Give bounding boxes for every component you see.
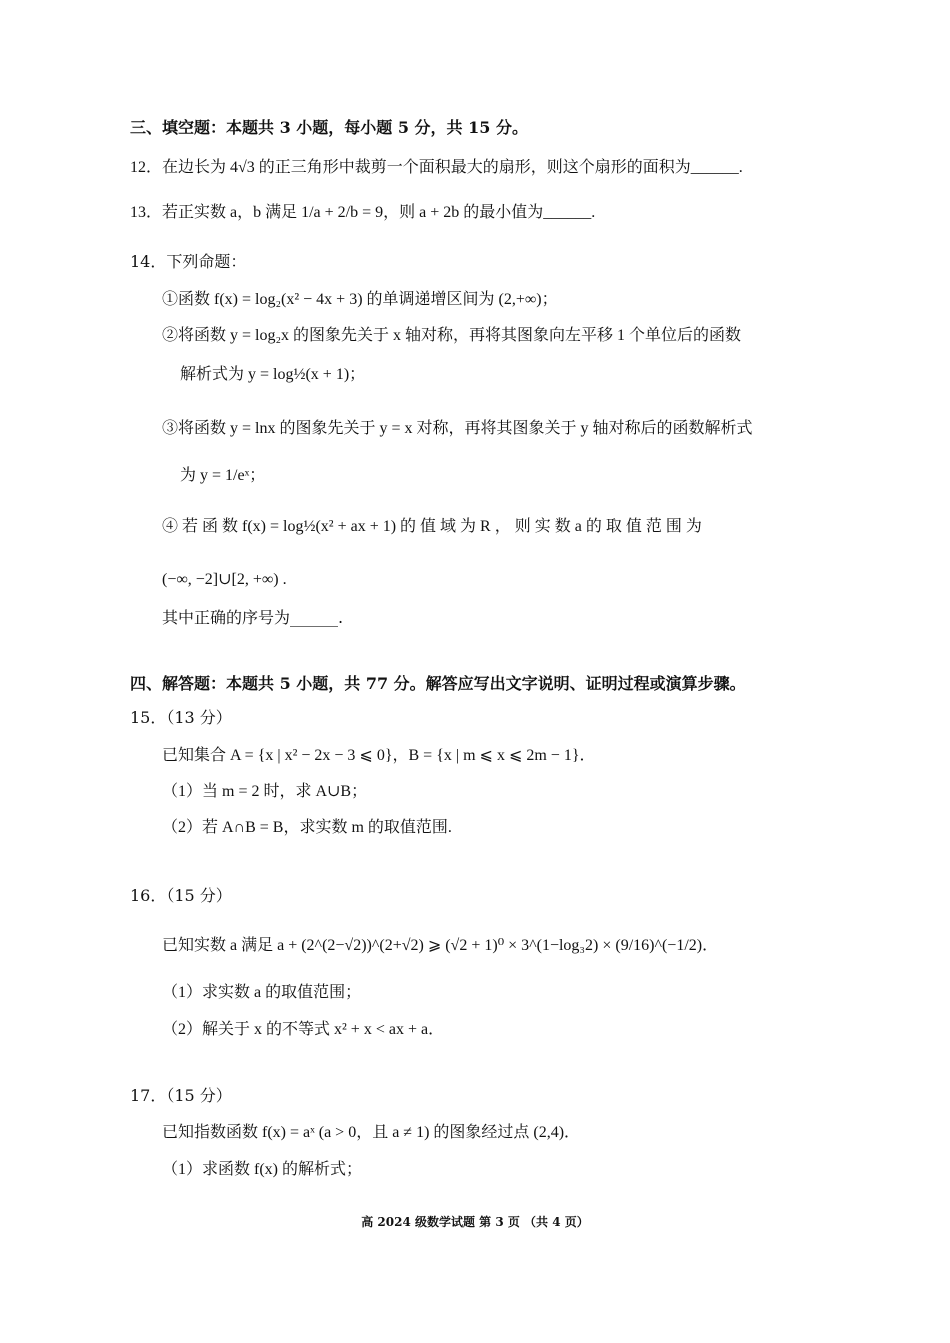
section-3-heading: 三、填空题：本题共 3 小题，每小题 5 分，共 15 分。 <box>130 118 528 137</box>
question-14-proposition-4-cont: (−∞, −2]∪[2, +∞) . <box>162 571 287 588</box>
section-4-heading: 四、解答题：本题共 5 小题，共 77 分。解答应写出文字说明、证明过程或演算步骤。 <box>130 674 746 693</box>
question-14-proposition-2-cont: 解析式为 y = log½(x + 1)； <box>180 366 366 383</box>
question-12: 12．在边长为 4√3 的正三角形中裁剪一个面积最大的扇形，则这个扇形的面积为______. <box>130 159 743 176</box>
question-13: 13．若正实数 a，b 满足 1/a + 2/b = 9，则 a + 2b 的最小值为______. <box>130 204 596 221</box>
question-15-part-1: （1）当 m = 2 时，求 A∪B； <box>162 783 368 800</box>
question-14-intro: 14．下列命题： <box>130 252 247 271</box>
question-15-part-2: （2）若 A∩B = B，求实数 m 的取值范围. <box>162 819 452 836</box>
question-14-proposition-3-cont: 为 y = 1/eˣ； <box>180 467 266 484</box>
question-15-stem: 已知集合 A = {x | x² − 2x − 3 ⩽ 0}，B = {x | m ⩽ x ⩽ 2m − 1}． <box>162 747 596 764</box>
question-17-stem: 已知指数函数 f(x) = aˣ (a > 0，且 a ≠ 1) 的图象经过点 (2,4)． <box>162 1124 581 1141</box>
question-16-part-2: （2）解关于 x 的不等式 x² + x < ax + a． <box>162 1021 445 1038</box>
question-14-proposition-1: ①函数 f(x) = log₂(x² − 4x + 3) 的单调递增区间为 (2,+∞)； <box>162 291 558 308</box>
question-16-title: 16．（15 分） <box>130 886 232 905</box>
question-15-title: 15．（13 分） <box>130 708 232 727</box>
page-footer: 高 2024 级数学试题 第 3 页 （共 4 页） <box>361 1215 589 1229</box>
question-14-answer: 其中正确的序号为______. <box>162 608 344 627</box>
question-14-proposition-2: ②将函数 y = log₂x 的图象先关于 x 轴对称，再将其图象向左平移 1 个单位后的函数 <box>162 327 742 344</box>
question-16-stem: 已知实数 a 满足 a + (2^(2−√2))^(2+√2) ⩾ (√2 + 1)⁰ × 3^(1−log₃2) × (9/16)^(−1/2)． <box>162 937 719 954</box>
question-16-part-1: （1）求实数 a 的取值范围； <box>162 984 362 1001</box>
question-17-part-1: （1）求函数 f(x) 的解析式； <box>162 1161 362 1178</box>
question-17-title: 17．（15 分） <box>130 1086 232 1105</box>
question-14-proposition-4: ④ 若 函 数 f(x) = log½(x² + ax + 1) 的 值 域 为 R ， 则 实 数 a 的 取 值 范 围 为 <box>162 518 702 535</box>
question-14-proposition-3: ③将函数 y = lnx 的图象先关于 y = x 对称，再将其图象关于 y 轴对称后的函数解析式 <box>162 420 753 437</box>
